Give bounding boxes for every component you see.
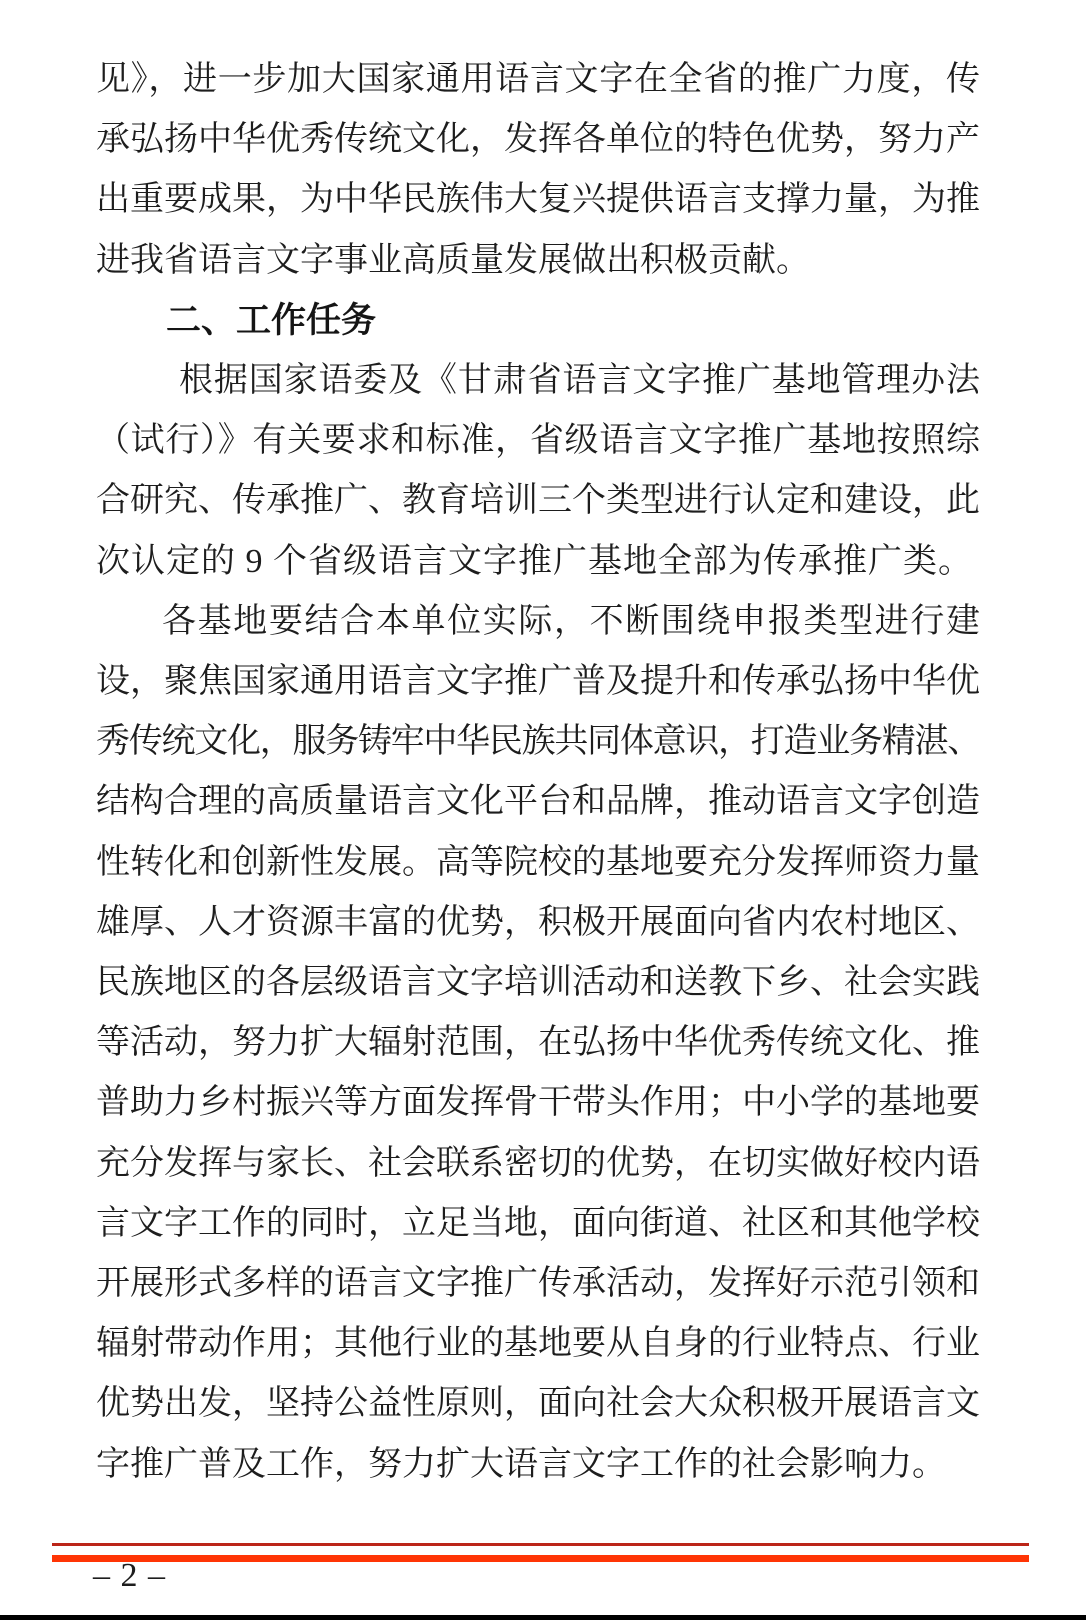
- page-number: – 2 –: [93, 1557, 166, 1594]
- text-line: 普助力乡村振兴等方面发挥骨干带头作用；中小学的基地要: [96, 1084, 980, 1122]
- text-line: （试行）》有关要求和标准，省级语言文字推广基地按照综: [96, 422, 980, 460]
- footer-rule-thin: [52, 1543, 1029, 1546]
- text-line: 雄厚、人才资源丰富的优势，积极开展面向省内农村地区、: [96, 903, 980, 941]
- text-line: 辐射带动作用；其他行业的基地要从自身的行业特点、行业: [96, 1325, 980, 1363]
- text-line: 见》，进一步加大国家通用语言文字在全省的推广力度，传: [96, 61, 980, 98]
- text-line: 性转化和创新性发展。高等院校的基地要充分发挥师资力量: [96, 843, 980, 881]
- text-line: 结构合理的高质量语言文化平台和品牌，推动语言文字创造: [96, 783, 980, 821]
- text-line: 言文字工作的同时，立足当地，面向街道、社区和其他学校: [96, 1204, 980, 1242]
- text-line: 设，聚焦国家通用语言文字推广普及提升和传承弘扬中华优: [96, 663, 980, 701]
- text-line: 优势出发，坚持公益性原则，面向社会大众积极开展语言文: [96, 1385, 980, 1423]
- text-line: 秀传统文化，服务铸牢中华民族共同体意识，打造业务精湛、: [96, 723, 980, 761]
- text-line: 开展形式多样的语言文字推广传承活动，发挥好示范引领和: [96, 1265, 980, 1303]
- text-line: 次认定的 9 个省级语言文字推广基地全部为传承推广类。: [96, 542, 973, 580]
- text-line: 出重要成果，为中华民族伟大复兴提供语言支撑力量，为推: [96, 181, 980, 219]
- document-body: [96, 50, 980, 1495]
- text-line: 等活动，努力扩大辐射范围，在弘扬中华优秀传统文化、推: [96, 1024, 980, 1062]
- section-heading: 二、工作任务: [166, 300, 377, 340]
- text-line: 民族地区的各层级语言文字培训活动和送教下乡、社会实践: [96, 964, 980, 1002]
- text-line: 进我省语言文字事业高质量发展做出积极贡献。: [96, 241, 810, 279]
- text-line: 各基地要结合本单位实际，不断围绕申报类型进行建: [162, 602, 980, 640]
- text-line: 充分发挥与家长、社会联系密切的优势，在切实做好校内语: [96, 1144, 980, 1182]
- text-line: 合研究、传承推广、教育培训三个类型进行认定和建设，此: [96, 482, 980, 520]
- text-line: 根据国家语委及《甘肃省语言文字推广基地管理办法: [179, 362, 980, 400]
- footer-rule-thick: [52, 1555, 1029, 1562]
- text-line: 字推广普及工作，努力扩大语言文字工作的社会影响力。: [96, 1445, 946, 1483]
- scan-bottom-edge: [0, 1615, 1086, 1620]
- text-line: 承弘扬中华优秀传统文化，发挥各单位的特色优势，努力产: [96, 121, 980, 159]
